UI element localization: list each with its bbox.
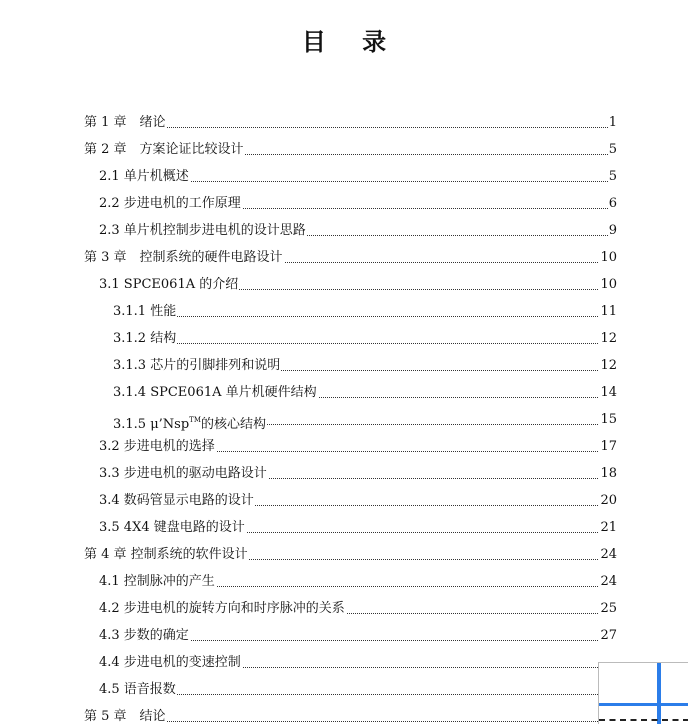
toc-entry-label: 2.2 步进电机的工作原理 — [99, 194, 242, 214]
toc-entry[interactable] — [0, 275, 688, 295]
toc-entry[interactable] — [0, 329, 688, 349]
overlay-widget — [598, 662, 688, 724]
toc-entry[interactable] — [0, 383, 688, 403]
label-tail: 的核心结构 — [201, 417, 267, 432]
toc-entry[interactable] — [0, 113, 688, 133]
toc-entry-page: 10 — [599, 275, 617, 295]
toc-entry-label: 3.2 步进电机的选择 — [99, 437, 216, 457]
toc-entry[interactable] — [0, 626, 688, 646]
toc-entry-page: 24 — [599, 572, 617, 592]
toc-entry-label: 第 3 章 控制系统的硬件电路设计 — [84, 248, 284, 268]
overlay-horizontal-bar — [599, 703, 688, 706]
toc-entry[interactable] — [0, 410, 688, 430]
toc-entry-page: 15 — [599, 410, 617, 430]
toc-entry-label: 3.1.3 芯片的引脚排列和说明 — [113, 356, 281, 376]
toc-entry-page: 18 — [599, 464, 617, 484]
toc-entry-label: 3.1 SPCE061A 的介绍 — [99, 275, 239, 295]
toc-entry-label: 第 1 章 绪论 — [84, 113, 167, 133]
overlay-vertical-bar — [657, 663, 661, 724]
toc-entry[interactable] — [0, 302, 688, 322]
toc-entry-label: 3.5 4X4 键盘电路的设计 — [99, 518, 246, 538]
toc-entry-page: 25 — [599, 599, 617, 619]
toc-entry-label: 3.1.4 SPCE061A 单片机硬件结构 — [113, 383, 318, 403]
toc-entry[interactable] — [0, 464, 688, 484]
toc-entry-page: 1 — [608, 113, 617, 133]
dot-leader — [113, 316, 610, 317]
toc-entry[interactable] — [0, 356, 688, 376]
toc-entry[interactable] — [0, 599, 688, 619]
toc-entry-page: 9 — [608, 221, 617, 241]
toc-entry-label: 4.5 语音报数 — [99, 680, 177, 700]
toc-entry-label: 第 4 章 控制系统的软件设计 — [84, 545, 249, 565]
toc-entry-page: 17 — [599, 437, 617, 457]
toc-entry-label: 4.1 控制脉冲的产生 — [99, 572, 216, 592]
toc-entry[interactable] — [0, 680, 688, 700]
toc-entry-page: 5 — [608, 167, 617, 187]
toc-entry[interactable] — [0, 140, 688, 160]
toc-entry-page: 24 — [599, 545, 617, 565]
label-main: 3.1.5 μ’Nsp — [113, 417, 190, 432]
toc-entry[interactable] — [0, 248, 688, 268]
toc-entry[interactable] — [0, 221, 688, 241]
overlay-dashed-line — [599, 719, 688, 721]
toc-entry-page: 11 — [599, 302, 617, 322]
toc-entry[interactable] — [0, 572, 688, 592]
toc-entry-page: 5 — [608, 140, 617, 160]
toc-entry-label: 2.3 单片机控制步进电机的设计思路 — [99, 221, 307, 241]
toc-entry[interactable] — [0, 707, 688, 727]
toc-entry-page: 10 — [599, 248, 617, 268]
toc-entry[interactable] — [0, 491, 688, 511]
dot-leader — [113, 343, 610, 344]
toc-entry[interactable] — [0, 437, 688, 457]
toc-entry[interactable] — [0, 545, 688, 565]
toc-entry-page: 20 — [599, 491, 617, 511]
toc-entry-label — [113, 410, 267, 435]
toc-entry-label: 3.1.2 结构 — [113, 329, 177, 349]
toc-entry-label: 3.3 步进电机的驱动电路设计 — [99, 464, 268, 484]
toc-entry-label: 2.1 单片机概述 — [99, 167, 190, 187]
toc-entry-page: 12 — [599, 356, 617, 376]
toc-entry-page: 27 — [599, 626, 617, 646]
toc-entry-page: 21 — [599, 518, 617, 538]
toc-entry-label: 4.4 步进电机的变速控制 — [99, 653, 242, 673]
toc-entry-label: 3.1.1 性能 — [113, 302, 177, 322]
toc-entry-page: 6 — [608, 194, 617, 214]
toc-entry[interactable] — [0, 518, 688, 538]
trademark-superscript: TM — [189, 416, 202, 424]
toc-entry-label: 第 2 章 方案论证比较设计 — [84, 140, 245, 160]
toc-entry-label: 4.2 步进电机的旋转方向和时序脉冲的关系 — [99, 599, 346, 619]
toc-title: 目 录 — [301, 28, 401, 56]
toc-entry-page: 14 — [599, 383, 617, 403]
toc-entry[interactable] — [0, 167, 688, 187]
toc-entry[interactable] — [0, 653, 688, 673]
toc-entry-label: 第 5 章 结论 — [84, 707, 167, 727]
toc-entry-label: 3.4 数码管显示电路的设计 — [99, 491, 255, 511]
toc-entry-page: 12 — [599, 329, 617, 349]
toc-entry-label: 4.3 步数的确定 — [99, 626, 190, 646]
toc-entry[interactable] — [0, 194, 688, 214]
